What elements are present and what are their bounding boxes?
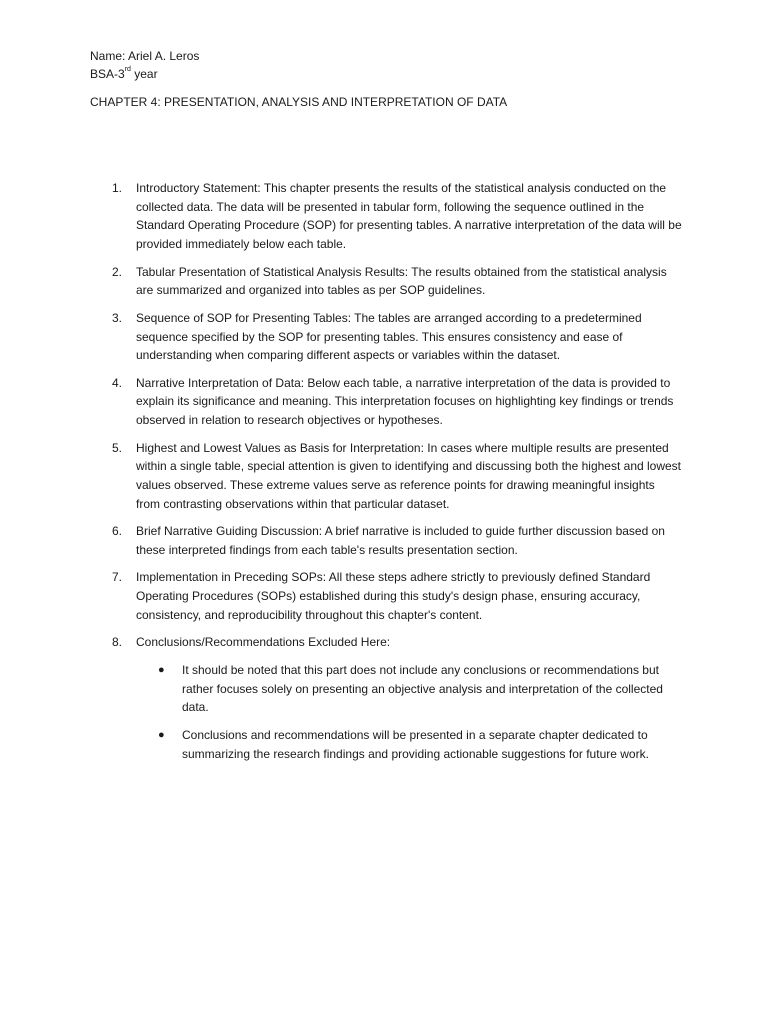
list-number: 1. (112, 181, 123, 195)
list-item-text: Highest and Lowest Values as Basis for Interpretation: In cases where multiple results are presented within a single table, special attention is given to identifying and discussing both the highest and lowest values observed. These extreme values serve as reference points for drawing meaningful insights from contrasting observations within that particular dataset. (136, 440, 682, 511)
list-item-text: Tabular Presentation of Statistical Analysis Results: The results obtained from the statistical analysis are summarized and organized into tables as per SOP guidelines. (136, 264, 667, 298)
list-item-text: Implementation in Preceding SOPs: All these steps adhere strictly to previously defined Standard Operating Procedures (SOPs) established during this study's design phase, ensuring accuracy, consistency, and reproducibility throughout this chapter's content. (136, 570, 651, 622)
list-number: 5. (112, 440, 123, 455)
bullet-icon: ● (158, 729, 165, 742)
bullet-list (136, 661, 682, 764)
list-number: 7. (112, 570, 123, 585)
list-item (112, 522, 682, 559)
list-item (112, 439, 682, 514)
program-prefix: BSA-3 (90, 67, 125, 81)
list-item (112, 263, 682, 300)
numbered-list (112, 179, 682, 773)
program-superscript: rd (124, 66, 131, 73)
bullet-item-text: It should be noted that this part does not include any conclusions or recommendations but rather focuses solely on presenting an objective analysis and interpretation of the collected data. (182, 663, 663, 715)
chapter-title: CHAPTER 4: PRESENTATION, ANALYSIS AND INTERPRETATION OF DATA (90, 95, 508, 109)
program-suffix: year (130, 67, 158, 81)
list-item-text: Narrative Interpretation of Data: Below each table, a narrative interpretation of the data is provided to explain its significance and meaning. This interpretation focuses on highlighting key findings or trends observed in relation to research objectives or hypotheses. (136, 375, 674, 428)
list-item (112, 633, 682, 763)
bullet-item (136, 726, 682, 763)
list-number: 6. (112, 524, 123, 539)
document-header (90, 47, 199, 83)
list-item (112, 179, 682, 254)
list-item (112, 374, 682, 430)
student-name: Name: Ariel A. Leros (90, 49, 200, 63)
bullet-item-text: Conclusions and recommendations will be presented in a separate chapter dedicated to summarizing the research findings and providing actionable suggestions for future work. (182, 728, 649, 761)
list-item-text: Sequence of SOP for Presenting Tables: The tables are arranged according to a predetermined sequence specified by the SOP for presenting tables. This ensures consistency and ease of understanding when comparing different aspects or variables within the dataset. (136, 310, 642, 363)
list-item (112, 568, 682, 624)
bullet-item (136, 661, 682, 717)
list-number: 2. (112, 264, 123, 279)
list-item-text: Introductory Statement: This chapter presents the results of the statistical analysis conducted on the collected data. The data will be presented in tabular form, following the sequence outlined in the Standard Operating Procedure (SOP) for presenting tables. A narrative interpretation of the data will be provided immediately below each table. (136, 181, 682, 252)
list-number: 3. (112, 310, 123, 325)
bullet-icon: ● (158, 664, 165, 677)
student-program (90, 65, 199, 83)
list-item-text: Brief Narrative Guiding Discussion: A brief narrative is included to guide further discussion based on these interpreted findings from each table's results presentation section. (136, 524, 665, 557)
list-item-text: Conclusions/Recommendations Excluded Here: (136, 635, 391, 650)
list-number: 8. (112, 635, 123, 650)
list-number: 4. (112, 375, 123, 390)
list-item (112, 309, 682, 365)
